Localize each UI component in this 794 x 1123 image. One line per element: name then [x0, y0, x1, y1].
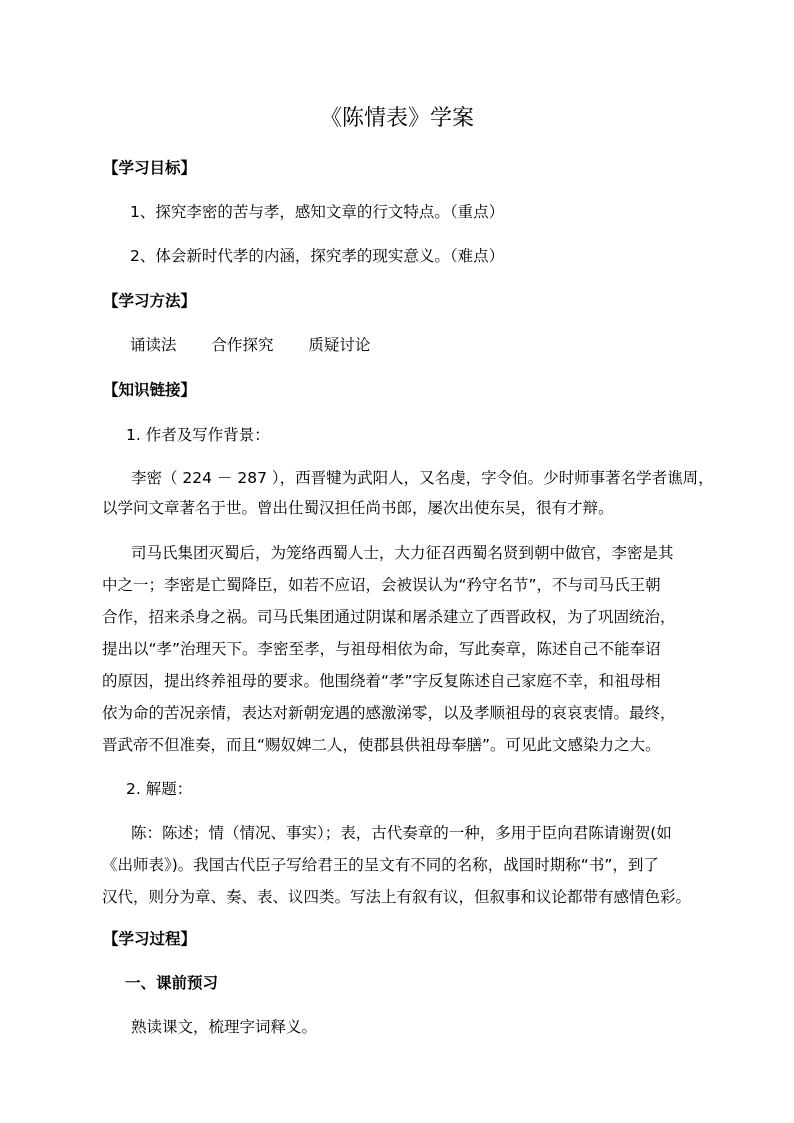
method-item: 质疑讨论	[308, 336, 371, 354]
title-para-line: 《出师表》)。我国古代臣子写给君王的呈文有不同的名称，战国时期称“书”，到了	[102, 856, 659, 874]
knowledge-link-heading: 【知识链接】	[103, 381, 197, 399]
method-item: 诵读法	[130, 336, 177, 354]
preview-heading: 一、课前预习	[125, 974, 219, 992]
goal-item-1: 1、探究李密的苦与孝，感知文章的行文特点。（重点）	[130, 203, 505, 221]
learning-goals-heading: 【学习目标】	[103, 159, 197, 177]
background-para-line: 提出以“孝”治理天下。李密至孝，与祖母相依为命，写此奏章，陈述自己不能奉诏	[102, 640, 661, 658]
methods-list	[130, 334, 400, 356]
document-title: 《陈情表》学案	[319, 106, 474, 131]
method-item: 合作探究	[211, 336, 274, 354]
background-para-line: 的原因，提出终养祖母的要求。他围绕着“孝”字反复陈述自己家庭不幸，和祖母相	[102, 672, 661, 690]
learning-methods-heading: 【学习方法】	[103, 292, 197, 310]
title-para-line: 陈：陈述；情（情况、事实）；表，古代奏章的一种，多用于臣向君陈请谢贺(如	[131, 824, 672, 842]
author-para-line: 李密（ 224 － 287 ），西晋犍为武阳人，又名虔，字令伯。少时师事著名学者谯周，	[131, 469, 714, 487]
section-item-1-label: 1. 作者及写作背景：	[126, 426, 270, 444]
author-para-line: 以学问文章著名于世。曾出仕蜀汉担任尚书郎，屡次出使东吴，很有才辩。	[102, 499, 614, 517]
background-para-line: 晋武帝不但准奏，而且“赐奴婢二人，使郡县供祖母奉膳”。可见此文感染力之大。	[102, 736, 661, 754]
goal-item-2: 2、体会新时代孝的内涵，探究孝的现实意义。（难点）	[130, 247, 505, 265]
section-item-2-label: 2. 解题：	[126, 780, 193, 798]
background-para-line: 合作，招来杀身之祸。司马氏集团通过阴谋和屠杀建立了西晋政权，为了巩固统治，	[102, 608, 676, 626]
learning-process-heading: 【学习过程】	[103, 930, 197, 948]
background-para-line: 中之一；李密是亡蜀降臣，如若不应诏，会被误认为“矜守名节”，不与司马氏王朝	[102, 576, 661, 594]
background-para-line: 依为命的苦况亲情，表达对新朝宠遇的感激涕零，以及孝顺祖母的哀哀衷情。最终，	[102, 704, 676, 722]
title-para-line: 汉代，则分为章、奏、表、议四类。写法上有叙有议，但叙事和议论都带有感情色彩。	[102, 888, 692, 906]
background-para-line: 司马氏集团灭蜀后，为笼络西蜀人士，大力征召西蜀名贤到朝中做官，李密是其	[131, 544, 674, 562]
preview-text: 熟读课文，梳理字词释义。	[131, 1018, 318, 1036]
